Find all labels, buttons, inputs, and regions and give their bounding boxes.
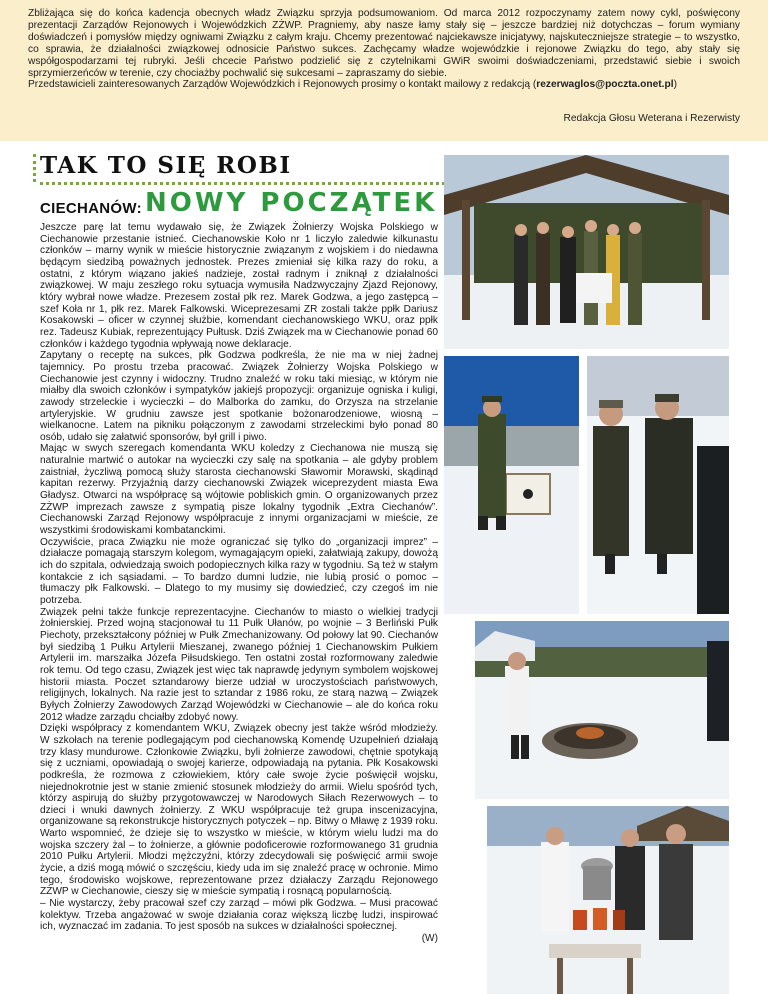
photo-kettle-table — [487, 806, 729, 994]
article-paragraph: Jeszcze parę lat temu wydawało się, że Związek Żołnierzy Wojska Polskiego w Ciechanowie przestanie istnieć. Ciechanowskie Koło nr 1 liczyło zaledwie kilkunastu członków – marny wynik w mieście historycznie związanym z wojskiem i do niedawna będącym siedzibą poważnych jednostek. Prezes zmieniał się kilka razy do roku, a ostatni, z którym wiązano jakieś nadzieje, został radnym i zniknął z działalności związkowej. W maju zeszłego roku sytuacja wymusiła Nadzwyczajny Zjazd Rejonowy, który wybrał nowe władze. Prezesem został płk rez. Marek Godzwa, a jego zastępcą – szef Koła nr 1, płk rez. Marek Falkowski. Wiceprezesami ZR zostali także ppłk Dariusz Kosakowski – oficer w czynnej służbie, komendant ciechanowskiego WKU, oraz ppłk rez. Tadeusz Kubiak, reprezentujący Pułtusk. Dziś Związek ma w Ciechanowie ponad 60 członków i każdego tygodnia wpływają nowe deklaracje. — [40, 222, 438, 350]
photo-two-men — [587, 356, 729, 614]
article-body — [40, 222, 438, 945]
photo-fire-pit — [475, 621, 729, 799]
photo-fire-pit-image — [475, 621, 729, 799]
title-side-dots — [33, 154, 36, 182]
article-paragraph: Oczywiście, praca Związku nie może ograniczać się tylko do „organizacji imprez” – działacze pomagają starszym kolegom, wymagającym opieki, załatwiają zakupy, dowożą ich do szpitala, odwiedzają swoich podopiecznych kilka razy w tygodniu. Są też w stałym kontakcie z ich sąsiadami. – To bardzo dumni ludzie, nie lubią prosić o pomoc – tłumaczy płk Falkowski. – Dlatego to my musimy się dowiedzieć, czy czegoś im nie potrzeba. — [40, 536, 438, 606]
photo-group-shelter — [444, 155, 729, 349]
photo-kettle-table-image — [487, 806, 729, 994]
photo-soldier-target-image — [444, 356, 579, 614]
photo-two-men-image — [587, 356, 729, 614]
photo-soldier-target — [444, 356, 579, 614]
article-headline: NOWY POCZĄTEK — [145, 188, 438, 218]
article-paragraph: Zapytany o receptę na sukces, płk Godzwa podkreśla, że nie ma w niej żadnej tajemnicy. Po prostu trzeba pracować. Związek Żołnierzy Wojska Polskiego w Ciechanowie jest czynny i widoczny. Trudno znaleźć w roku taki miesiąc, w którym nie miałby dla swoich członków i sympatyków jakiejś propozycji: organizuje ogniska i kuligi, zawody strzeleckie i wycieczki – do Malborka do zamku, do Orzysza na strzelanie artyleryjskie. W grudniu zawsze jest spotkanie bożonarodzeniowe, wiosną – wielkanocne. Latem na pikniku połączonym z zawodami strzeleckimi było ponad 80 osób, udało się załatwić sponsorów, był grill i piwo. — [40, 350, 438, 443]
photo-group-shelter-image — [444, 155, 729, 349]
intro-contact — [28, 79, 740, 91]
intro-paragraph: Zbliżająca się do końca kadencja obecnych władz Związku sprzyja podsumowaniom. Od marca 2012 rozpoczynamy zatem nowy cykl, poświęcony prezentacji Zarządów Rejonowych i Wojewódzkich ZŻWP. Pragniemy, aby nasze łamy stały się – jeszcze bardziej niż dotychczas – forum wymiany doświadczeń i pomysłów między ogniwami Związku z całym kraju. Chcemy prezentować najciekawsze inicjatywy, najskuteczniejsze strategie – to wszystko, co sprawia, że działalności związkowej odnosicie Państwo sukces. Zachęcamy władze wojewódzkie i rejonowe Związku do tego, aby stały się współgospodarzami tej rubryki. Jeśli chcecie Państwo podzielić się z czytelnikami GWiR swoimi doświadczeniami, przedstawić siebie i swoich sprzymierzeńców w terenie, czy chociażby pochwalić się sukcesami – zapraszamy do siebie. — [28, 8, 740, 79]
article-paragraph: Związek pełni także funkcje reprezentacyjne. Ciechanów to miasto o wielkiej tradycji żołnierskiej. Przed wojną stacjonował tu 11 Pułk Ułanów, po wojnie – 3 Berliński Pułk Piechoty, przekształcony później w Pułk Zmechanizowany. Od połowy lat 90. Ciechanów był siedzibą 1 Pułku Artylerii Mieszanej, zwanego później 1 Ciechanowskim Pułkiem Artylerii im. marszałka Józefa Piłsudskiego. Ten ostatni został rozformowany zaledwie rok temu. Od tego czasu, Związek jest więc tak naprawdę jedynym symbolem wojskowej historii miasta. Poczet sztandarowy bierze udział w uroczystościach państwowych, religijnych, lokalnych. Na razie jest to sztandar z 1986 roku, ze starą nazwą – Związek Byłych Żołnierzy Zawodowych Zarząd Wojewódzki w Ciechanowie – ale do końca roku 2012 władze zarządu chciałby zdobyć nowy. — [40, 606, 438, 723]
intro-signature: Redakcja Głosu Weterana i Rezerwisty — [563, 113, 740, 124]
article-paragraph: Dzięki współpracy z komendantem WKU, Związek obecny jest także wśród młodzieży. W szkołach na terenie podlegającym pod ciechanowską Komendę Uzupełnień działają trzy klasy mundurowe. Członkowie Związku, byli żołnierze zawodowi, chętnie spotykają się z uczniami, opowiadają o swojej karierze, odpowiadają na pytania. Płk Kosakowski podkreśla, że rozmowa z człowiekiem, który całe swoje życie poświęcił wojsku, niejednokrotnie jest w stanie zmienić stosunek młodzieży do armii. Wielu spośród tych, którzy aspirują do służby przygotowawczej w Narodowych Siłach Rezerwowych – to dzieci i wnuki dawnych żołnierzy. Z WKU współpracuje też grupa inscenizacyjna, organizowane są rekonstrukcje historycznych potyczek – np. Bitwy o Mławę z 1939 roku. Warto wspomnieć, że dzieje się to wszystko w mieście, w którym wielu ludzi ma do wojska szczery żal – to żołnierze, a głównie podoficerowie rozformowanego 31 grudnia 2010 Pułku Artylerii. Młodzi mężczyźni, którzy zdecydowali się poświęcić armii swoje życie, a dziś mogą mówić o szczęściu, kiedy uda im się znaleźć pracę w ochronie. Mimo tego, środowisko wojskowe, reprezentowane przez działaczy Zarządu Rejonowego ZŻWP w Ciechanowie, cieszy się w mieście sympatią i rosnącą popularnością. — [40, 723, 438, 898]
article-paragraph: – Nie wystarczy, żeby pracował szef czy zarząd – mówi płk Godzwa. – Musi pracować kolektyw. Trzeba angażować w swoje działania coraz większą liczbę ludzi, inspirować ich, wyznaczać im zadania. To jest sposób na sukces w działalności społecznej. — [40, 898, 438, 933]
intro-contact-prefix: Przedstawicieli zainteresowanych Zarządów Wojewódzkich i Rejonowych prosimy o kontakt mailowy z redakcją ( — [28, 79, 537, 91]
section-title: TAK TO SIĘ ROBI — [40, 152, 292, 179]
article-signature: (W) — [421, 933, 438, 945]
intro-box — [0, 0, 768, 141]
intro-text — [28, 8, 740, 91]
contact-email-link[interactable]: rezerwaglos@poczta.onet.pl — [536, 79, 674, 91]
intro-contact-suffix: ) — [673, 79, 677, 91]
title-underline-dots — [40, 182, 445, 185]
article-paragraph: Mając w swych szeregach komendanta WKU koledzy z Ciechanowa nie muszą się naturalnie martwić o autokar na wycieczki czy salę na spotkania – ale gdyby problem zaistniał, życzliwą pomocą służy starosta ciechanowski Sławomir Morawski, skądinąd kapitan rezerwy. Przyjaźnią darzy ciechanowski Związek wiceprezydent miasta Ewa Gładysz. Otwarci na współpracę są wójtowie pobliskich gmin. O organizowanych przez ZŻWP imprezach zawsze z sympatią pisze lokalny tygodnik „Extra Ciechanów”. Ciechanowski Zarząd Rejonowy współpracuje z innymi organizacjami w mieście, ze wszystkimi środowiskami kombatanckimi. — [40, 443, 438, 537]
place-label: CIECHANÓW: — [40, 200, 142, 217]
